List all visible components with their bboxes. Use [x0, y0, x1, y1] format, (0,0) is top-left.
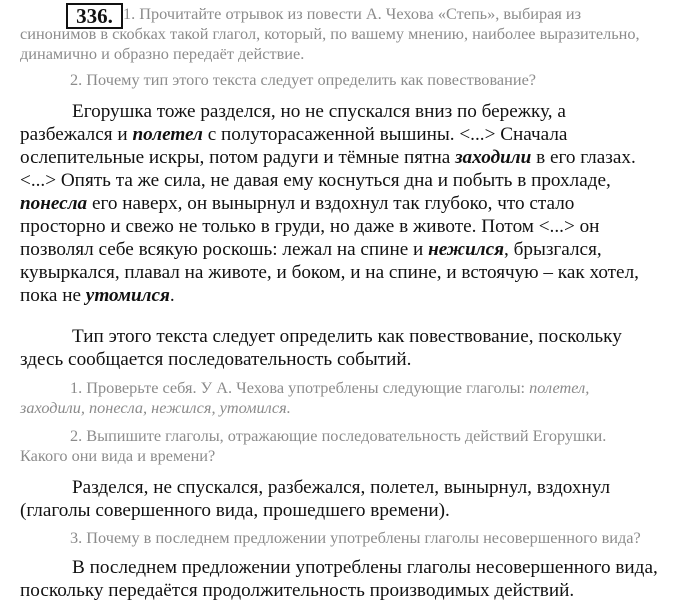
excerpt-text: пока не [20, 285, 86, 306]
answer-line: Разделся, не спускался, разбежался, полетел, вынырнул, вздохнул [72, 477, 611, 498]
excerpt-line [20, 284, 175, 308]
task-1-line-2: синонимов в скобках такой глагол, который, по вашему мнению, наиболее выразительно, [20, 24, 640, 43]
highlighted-verb: утомился [85, 285, 170, 306]
excerpt-text: ослепительные искры, потом радуги и тёмные пятна [20, 147, 456, 168]
highlighted-verb: нежился [428, 239, 504, 260]
excerpt-line [20, 238, 602, 262]
excerpt-line [20, 146, 636, 170]
answer-line: здесь сообщается последовательность событий. [20, 349, 412, 370]
check-line-2: заходили, понесла, нежился, утомился. [20, 398, 291, 417]
excerpt-text: с полуторасаженной вышины. <...> Сначала [202, 124, 568, 145]
task-2-question: 2. Почему тип этого текста следует определить как повествование? [70, 70, 537, 89]
task-3-question: 3. Почему в последнем предложении употреблены глаголы несовершенного вида? [70, 528, 641, 547]
excerpt-line: просторно и свежо не только в груди, но даже в животе. Потом <...> он [20, 216, 600, 237]
task-1-line-3: динамично и образно передаёт действие. [20, 44, 305, 63]
check-verb: полетел, [529, 378, 590, 397]
excerpt-text: позволял себе всякую роскошь: лежал на спине и [20, 239, 429, 260]
excerpt-text: . [169, 285, 175, 306]
excerpt-text: его наверх, он вынырнул и вздохнул так глубоко, что стало [87, 193, 575, 214]
excerpt-line: Егорушка тоже разделся, но не спускался вниз по бережку, а [72, 101, 566, 122]
excerpt-line [20, 123, 567, 147]
task-2b-line-2: Какого они вида и времени? [20, 446, 216, 465]
task-2b-line-1: 2. Выпишите глаголы, отражающие последовательность действий Егорушки. [70, 426, 607, 445]
answer-line: Тип этого текста следует определить как повествование, поскольку [72, 326, 622, 347]
exercise-number: 336. [66, 3, 123, 29]
excerpt-text: разбежался и [20, 124, 133, 145]
highlighted-verb: понесла [20, 193, 88, 214]
excerpt-line: <...> Опять та же сила, не давая ему коснуться дна и побыть в прохладе, [20, 170, 611, 191]
answer-line: В последнем предложении употреблены глаголы несовершенного вида, [72, 557, 658, 578]
excerpt-text: , брызгался, [504, 239, 602, 260]
check-text: 1. Проверьте себя. У А. Чехова употреблены следующие глаголы: [70, 378, 530, 397]
check-line-1 [70, 378, 589, 398]
answer-line: (глаголы совершенного вида, прошедшего времени). [20, 500, 450, 521]
task-1-line-1: 1. Прочитайте отрывок из повести А. Чехова «Степь», выбирая из [123, 4, 582, 23]
answer-line: поскольку передаётся продолжительность производимых действий. [20, 580, 575, 601]
excerpt-line [20, 192, 574, 216]
highlighted-verb: полетел [132, 124, 203, 145]
highlighted-verb: заходили [455, 147, 532, 168]
excerpt-line: кувыркался, плавал на животе, и боком, и на спине, и встоячую – как хотел, [20, 262, 639, 283]
excerpt-text: в его глазах. [531, 147, 636, 168]
